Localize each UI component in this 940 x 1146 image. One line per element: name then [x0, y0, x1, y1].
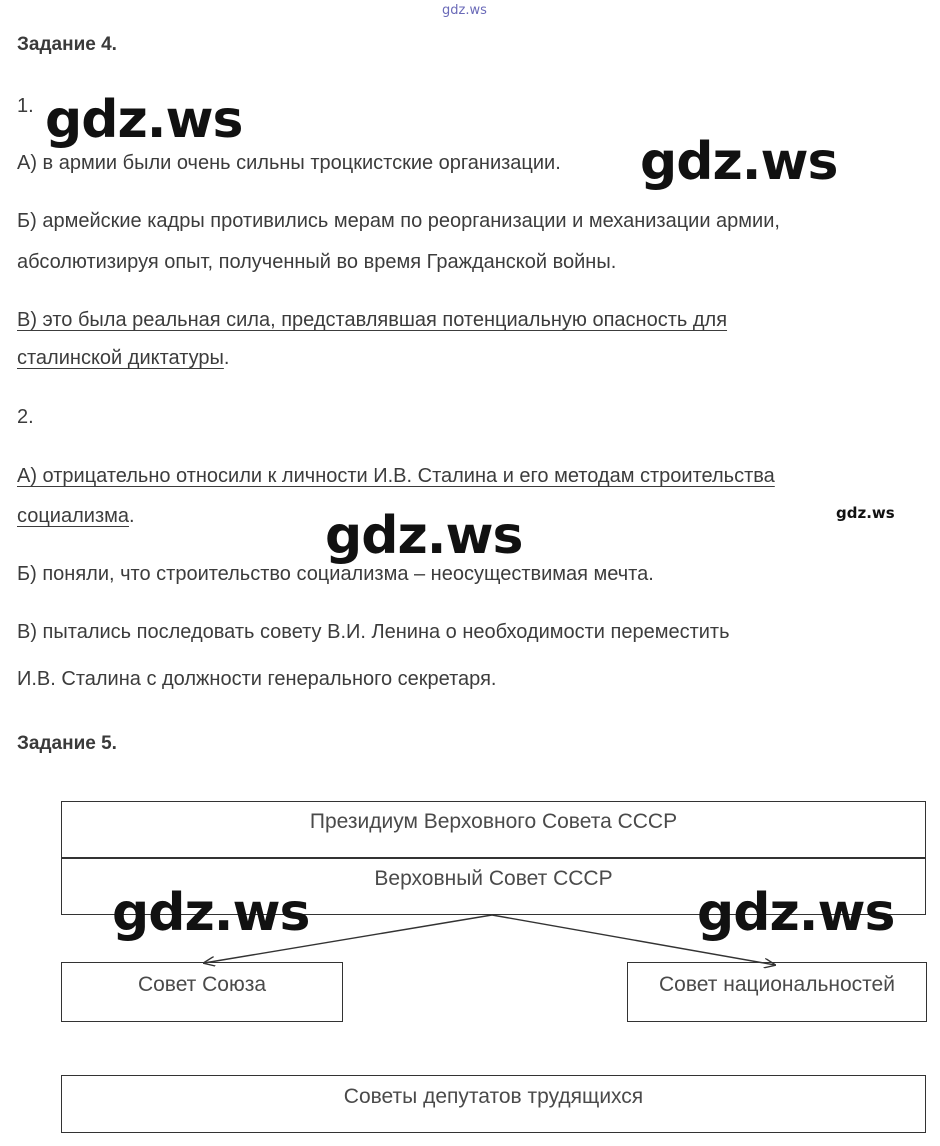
watermark-big-1: gdz.ws [45, 90, 243, 150]
watermark-big-4: gdz.ws [112, 883, 310, 943]
presidium-label: Президиум Верховного Совета СССР [309, 810, 678, 833]
council-nationalities-box [627, 962, 927, 1022]
task4-heading: Задание 4. [17, 34, 117, 55]
supreme-soviet-label: Верховный Совет СССР [374, 867, 613, 890]
council-union-label: Совет Союза [137, 973, 267, 996]
q2-answer-a-line1: А) отрицательно относили к личности И.В. Сталина и его методам строительства [17, 465, 775, 487]
q2-answer-v-line2: И.В. Сталина с должности генерального секретаря. [17, 668, 497, 690]
period: . [128, 505, 135, 527]
soviets-deputies-box [61, 1075, 926, 1133]
council-nationalities-label: Совет национальностей [659, 973, 895, 996]
watermark-big-3: gdz.ws [325, 506, 523, 566]
watermark-big-2: gdz.ws [640, 132, 838, 192]
period: . [223, 347, 230, 369]
q1-answer-b-line1: Б) армейские кадры противились мерам по реорганизации и механизации армии, [17, 210, 780, 232]
watermark-top: gdz.ws [442, 3, 487, 18]
watermark-big-5: gdz.ws [697, 883, 895, 943]
q1-answer-b-line2: абсолютизируя опыт, полученный во время Гражданской войны. [17, 251, 617, 273]
q2-number: 2. [17, 406, 34, 428]
q1-number: 1. [17, 95, 34, 117]
q1-answer-v-line2: сталинской диктатуры [17, 347, 224, 369]
q2-answer-a-line2: социализма [17, 505, 129, 527]
q2-answer-v-line1: В) пытались последовать совету В.И. Ленина о необходимости переместить [17, 621, 730, 643]
task5-heading: Задание 5. [17, 733, 117, 754]
soviets-deputies-label: Советы депутатов трудящихся [343, 1085, 644, 1108]
q2-answer-b: Б) поняли, что строительство социализма – неосуществимая мечта. [17, 563, 654, 585]
council-union-box [61, 962, 343, 1022]
q1-answer-a: А) в армии были очень сильны троцкистские организации. [17, 152, 561, 174]
q1-answer-v-line1: В) это была реальная сила, представлявшая потенциальную опасность для [17, 309, 728, 331]
watermark-small-right: gdz.ws [836, 504, 895, 522]
